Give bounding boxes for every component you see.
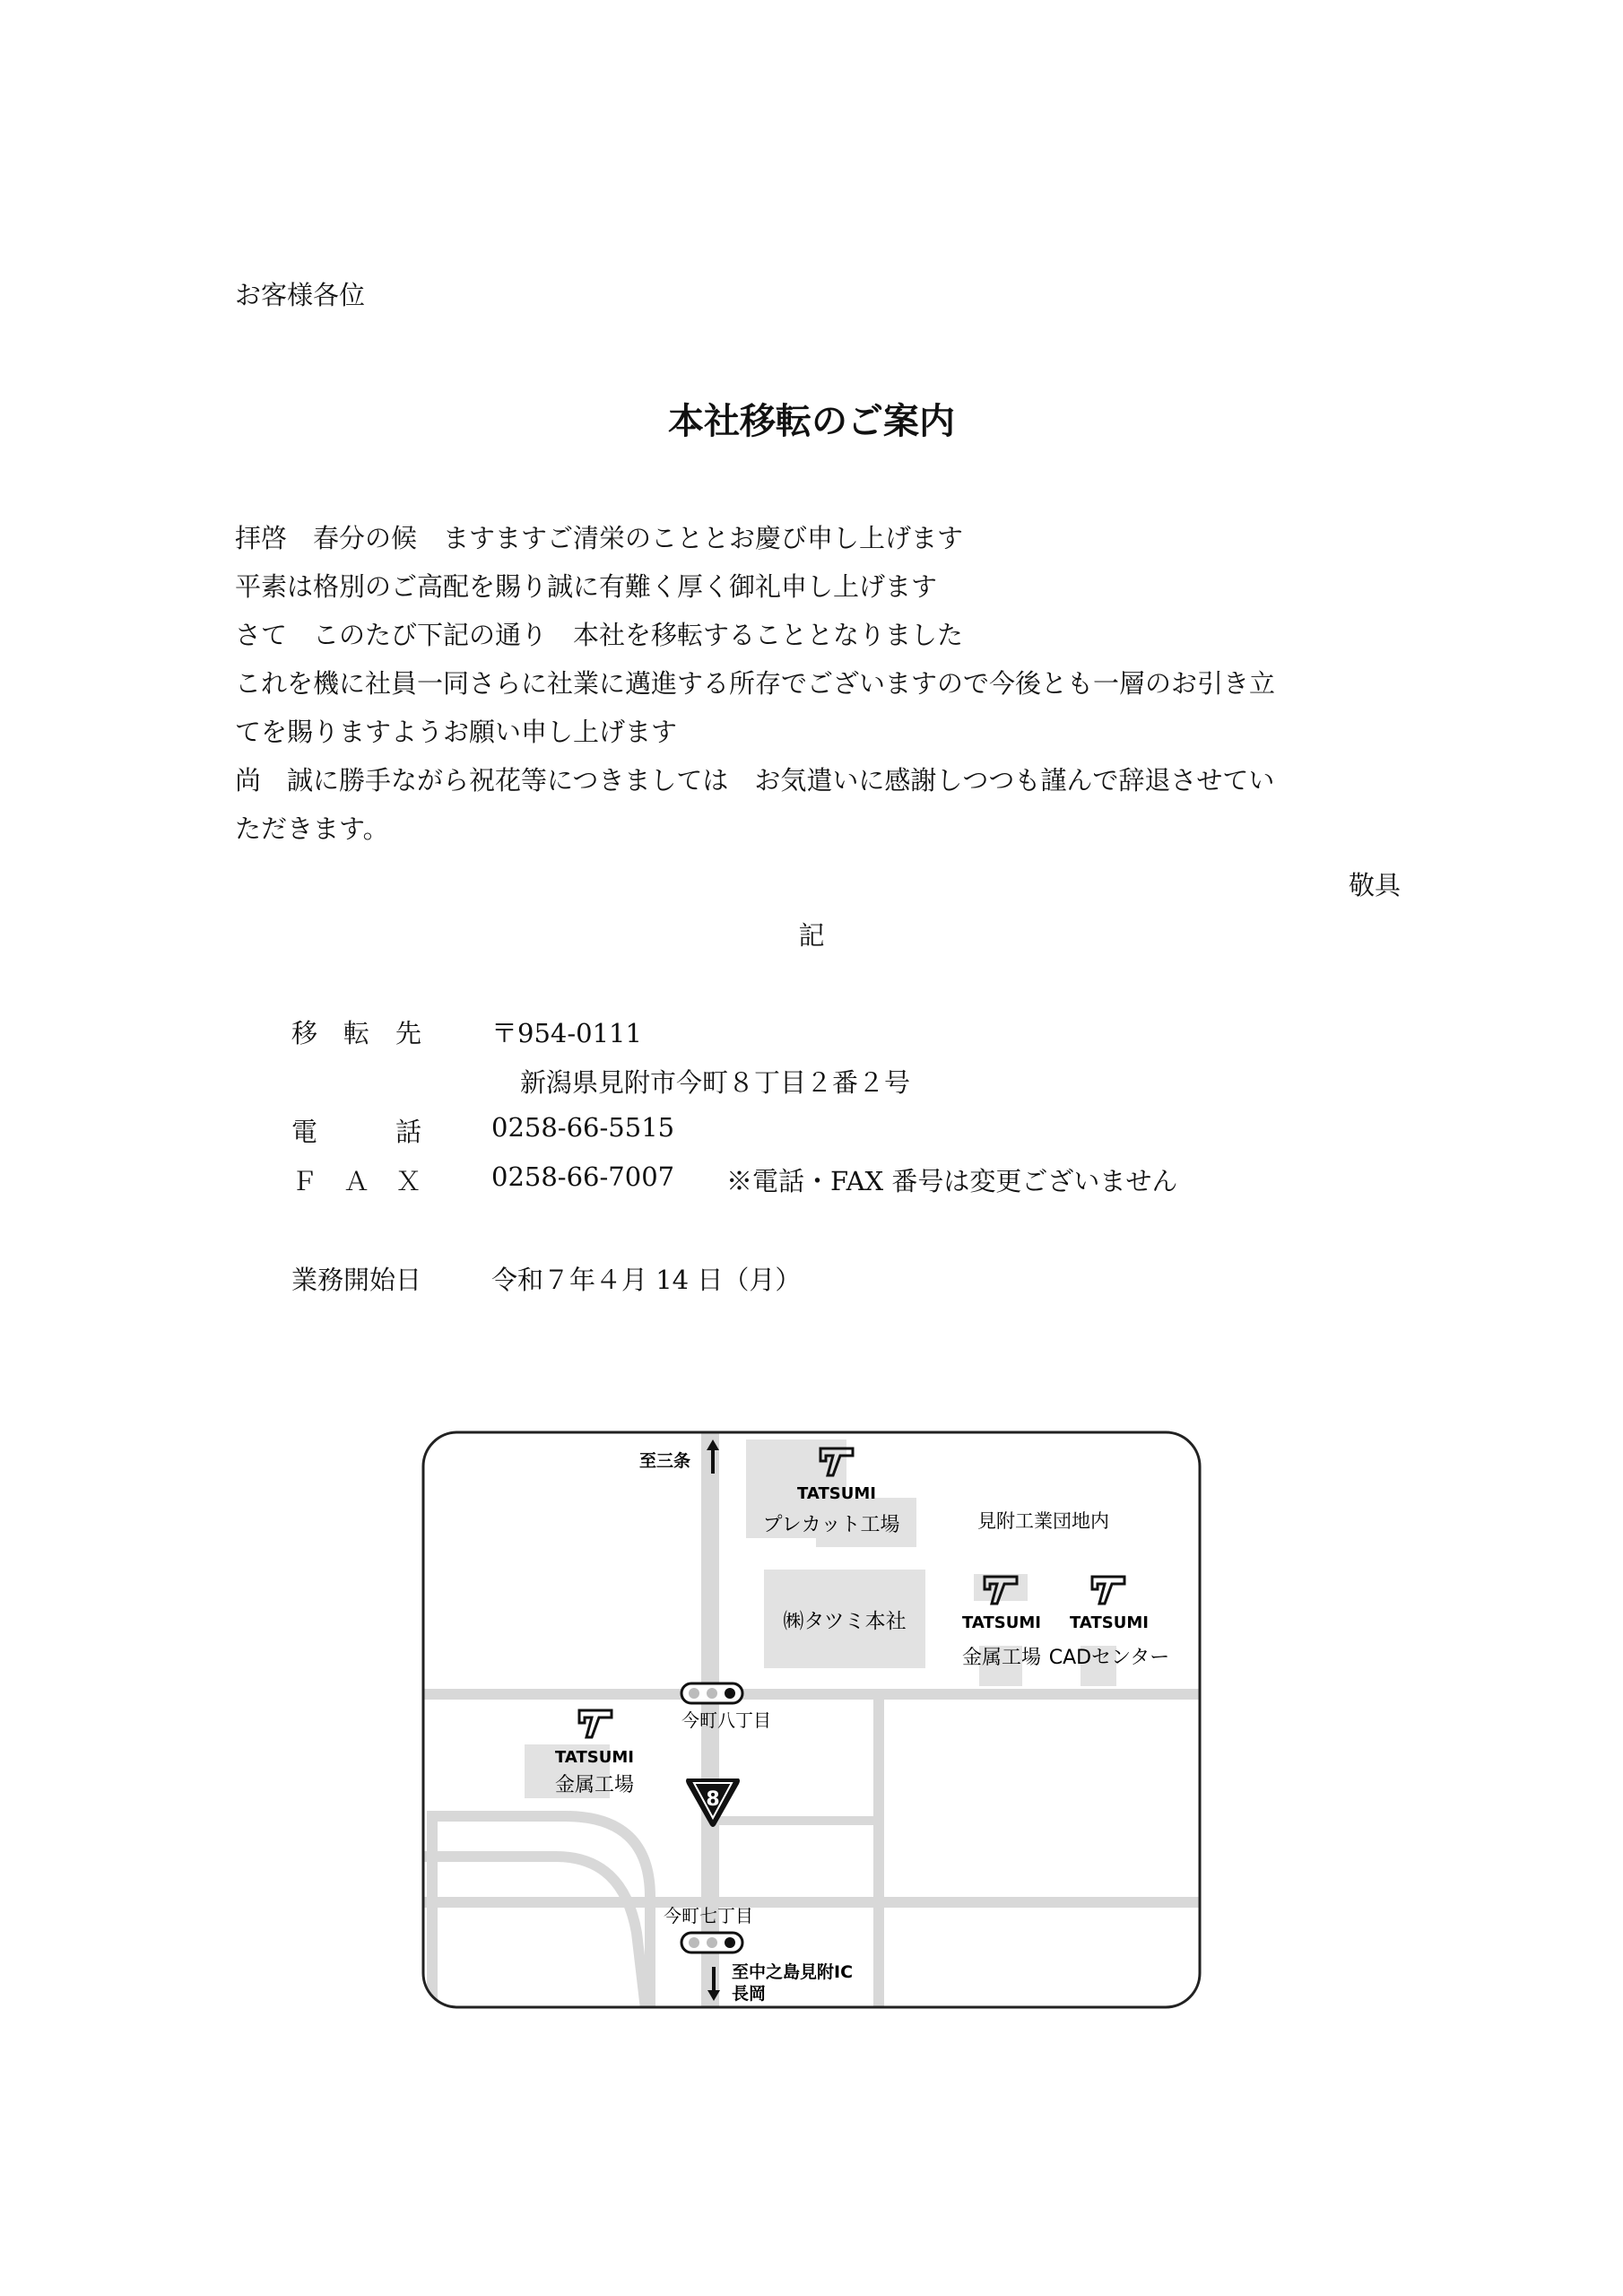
precut-factory-label: プレカット工場	[762, 1514, 900, 1536]
north-destination: 至三条	[638, 1451, 690, 1471]
metal-factory-west-label: 金属工場	[554, 1774, 635, 1796]
intersection-label-2: 今町七丁目	[664, 1905, 753, 1926]
south-destination-1: 至中之島見附IC	[732, 1962, 854, 1982]
road-east-west-2	[421, 1897, 1202, 1908]
tatsumi-logo-icon	[1092, 1577, 1124, 1604]
letter-line: 尚 誠に勝手ながら祝花等につきましては お気遣いに感謝しつつも謹んで辞退させてい	[235, 765, 1275, 796]
start-label: 業務開始日	[291, 1265, 422, 1295]
headquarters-label: ㈱タツミ本社	[783, 1610, 907, 1633]
letter-line: これを機に社員一同さらに社業に邁進する所存でございますので今後とも一層のお引き立	[235, 668, 1276, 699]
letter-line: ただきます。	[235, 813, 389, 844]
address: 新潟県見附市今町８丁目２番２号	[520, 1067, 911, 1098]
intersection-label-1: 今町八丁目	[681, 1709, 771, 1731]
letter-line: 拝啓 春分の候 ますますご清栄のこととお慶び申し上げます	[235, 523, 964, 553]
letter-body	[235, 514, 1401, 853]
closing: 敬具	[1348, 870, 1401, 900]
phone-number: 0258-66-5515	[491, 1112, 675, 1143]
road-east-west-1	[421, 1689, 1202, 1700]
phone-label: 電 話	[291, 1117, 422, 1147]
traffic-signal-icon	[681, 1683, 742, 1703]
metal-factory-label: 金属工場	[961, 1647, 1042, 1669]
salutation: お客様各位	[235, 280, 366, 310]
industrial-park-label: 見附工業団地内	[977, 1510, 1109, 1532]
letter-line: 平素は格別のご高配を賜り誠に有難く厚く御礼申し上げます	[235, 571, 938, 602]
metal-factory-west-brand: TATSUMI	[555, 1748, 634, 1767]
curved-road	[432, 1816, 650, 2009]
address-label: 移 転 先	[291, 1018, 422, 1048]
start-date: 令和７年４月 14 日（月）	[491, 1265, 802, 1295]
side-road	[719, 1816, 873, 1825]
traffic-signal-icon	[681, 1933, 742, 1952]
fax-label: Ｆ Ａ Ｘ	[291, 1166, 422, 1196]
route-number: 8	[706, 1788, 720, 1811]
curved-road-inner	[421, 1857, 646, 2009]
fax-number: 0258-66-7007	[491, 1161, 675, 1192]
cad-center-label: CADセンター	[1048, 1647, 1170, 1669]
tatsumi-logo-icon	[579, 1710, 612, 1737]
number-note: ※電話・FAX 番号は変更ございません	[726, 1166, 1178, 1196]
precut-brand: TATSUMI	[797, 1484, 876, 1503]
record-mark: 記	[798, 920, 825, 951]
page-title: 本社移転のご案内	[668, 401, 955, 442]
postal-code: 〒954-0111	[491, 1018, 642, 1048]
cad-center-brand: TATSUMI	[1070, 1613, 1149, 1632]
south-destination-2: 長岡	[732, 1984, 767, 2004]
letter-line: さて このたび下記の通り 本社を移転することとなりました	[235, 620, 964, 650]
metal-factory-brand: TATSUMI	[962, 1613, 1041, 1632]
access-map	[421, 1431, 1202, 2009]
road-north-south-2	[873, 1689, 884, 2009]
letter-line: てを賜りますようお願い申し上げます	[235, 717, 678, 747]
